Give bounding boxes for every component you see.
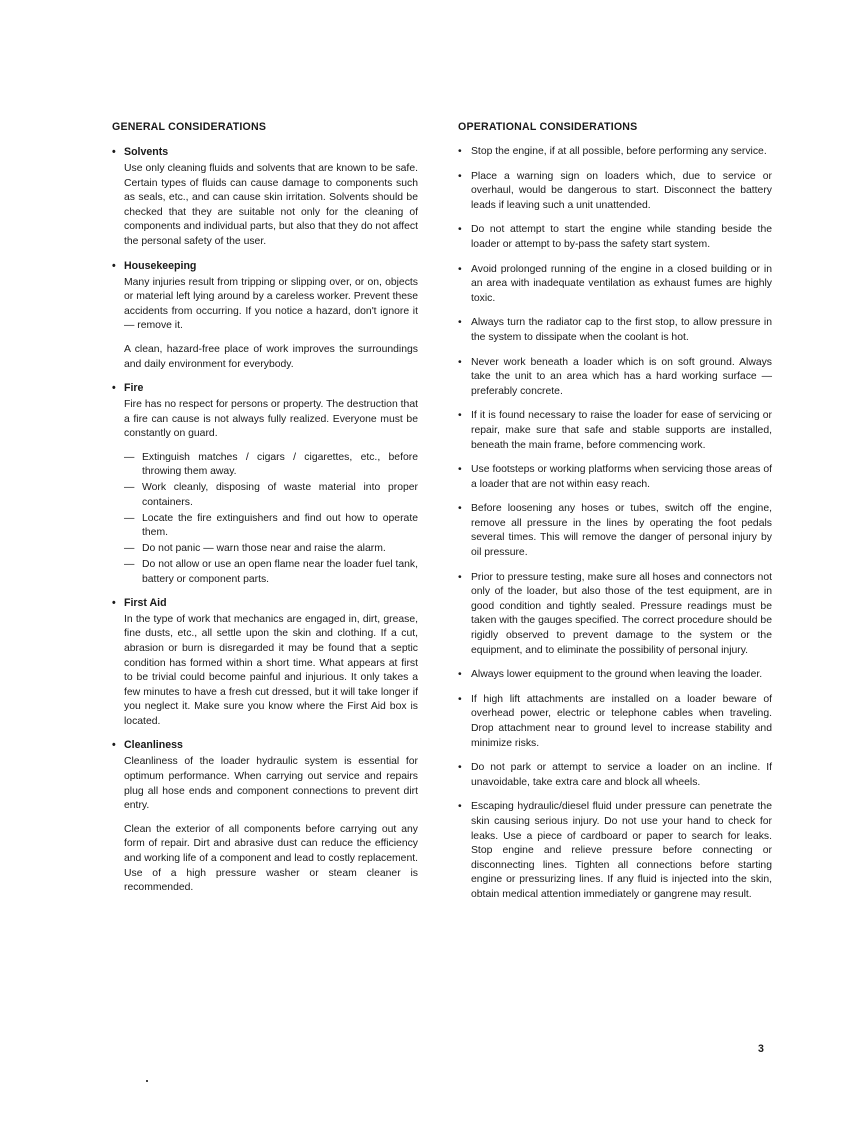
- bullet-icon: •: [458, 356, 462, 368]
- list-item: — Do not panic — warn those near and raise the alarm.: [124, 542, 418, 556]
- solvents-heading: [112, 145, 418, 159]
- list-item: — Do not allow or use an open flame near the loader fuel tank, battery or component parts.: [124, 558, 418, 586]
- list-item: • If it is found necessary to raise the loader for ease of servicing or repair, make sure that safe and stable supports are installed, beneath the main frame, before commencing work.: [458, 409, 772, 453]
- cleanliness-text-1: Cleanliness of the loader hydraulic system is essential for optimum performance. When carrying out service and repairs plug all hose ends and component connections to prevent dirt entry.: [124, 756, 418, 812]
- list-item: • Before loosening any hoses or tubes, switch off the engine, remove all pressure in the lines by operating the foot pedals several times. This will remove the danger of personal injury by oil pressure.: [458, 502, 772, 560]
- fire-precautions-list: [124, 451, 418, 587]
- list-item: • Do not attempt to start the engine while standing beside the loader or attempt to by-pass the safety start system.: [458, 223, 772, 252]
- first-aid-text: In the type of work that mechanics are engaged in, dirt, grease, fine dusts, etc., all settle upon the skin and clothing. If a cut, abrasion or burn is disregarded it may be found that a septic condition has formed within a short time. What appears at first to be trivial could become painful and injurious. It only takes a few minutes to have a fresh cut dressed, but it will take longer if you neglect it. Make sure you know where the First Aid box is located.: [124, 613, 418, 727]
- fire-section: [112, 381, 418, 587]
- bullet-icon: •: [458, 693, 462, 705]
- fire-heading: [112, 381, 418, 395]
- cleanliness-text-2: Clean the exterior of all components before carrying out any form of repair. Dirt and abrasive dust can reduce the efficiency and working life of a component and lead to costly replacement. Use of a high pressure washer or steam cleaner is recommended.: [124, 823, 418, 894]
- list-item: • Never work beneath a loader which is on soft ground. Always take the unit to an area which has a hard working surface — preferably concrete.: [458, 356, 772, 400]
- bullet-icon: •: [458, 170, 462, 182]
- list-item: • Do not park or attempt to service a loader on an incline. If unavoidable, take extra care and block all wheels.: [458, 761, 772, 790]
- bullet-icon: •: [112, 739, 116, 752]
- list-item: — Locate the fire extinguishers and find out how to operate them.: [124, 512, 418, 540]
- first-aid-heading: [112, 596, 418, 610]
- bullet-icon: •: [458, 317, 462, 329]
- operational-considerations-heading: OPERATIONAL CONSIDERATIONS: [458, 121, 638, 133]
- list-item: • Use footsteps or working platforms when servicing those areas of a loader that are not within easy reach.: [458, 463, 772, 492]
- list-item: • Escaping hydraulic/diesel fluid under pressure can penetrate the skin causing serious injury. Do not use your hand to check for leaks. Use a piece of cardboard or paper to search for leaks. Stop engine and relieve pressure before connecting or disconnecting lines. Tighten all connections before starting engine or pressurizing lines. If any fluid is injected into the skin, obtain medical attention immediately or gangrene may result.: [458, 800, 772, 902]
- solvents-title: Solvents: [124, 146, 169, 158]
- bullet-icon: •: [458, 571, 462, 583]
- general-considerations-heading: GENERAL CONSIDERATIONS: [112, 121, 267, 133]
- housekeeping-heading: [112, 259, 418, 273]
- housekeeping-text-2: A clean, hazard-free place of work improves the surroundings and daily environment for everybody.: [124, 343, 418, 370]
- housekeeping-title: Housekeeping: [124, 259, 197, 272]
- operational-list: [458, 145, 772, 903]
- bullet-icon: •: [458, 464, 462, 476]
- bullet-icon: •: [112, 596, 116, 609]
- first-aid-title: First Aid: [124, 596, 167, 609]
- list-item: • Avoid prolonged running of the engine in a closed building or in an area with inadequate ventilation as exhaust fumes are highly toxic.: [458, 263, 772, 307]
- general-considerations-column: [112, 120, 418, 905]
- dash-icon: —: [124, 559, 135, 571]
- list-item: • Stop the engine, if at all possible, before performing any service.: [458, 145, 772, 160]
- housekeeping-text-1: Many injuries result from tripping or slipping over, or on, objects or material left lying around by a careless worker. Prevent these accidents from occurring. If you notice a hazard, don't ignore it — remove it.: [124, 276, 418, 332]
- page-number: 3: [758, 1043, 764, 1055]
- dash-icon: —: [124, 451, 135, 463]
- list-item: — Extinguish matches / cigars / cigarettes, etc., before throwing them away.: [124, 451, 418, 479]
- cleanliness-title: Cleanliness: [124, 739, 183, 752]
- list-item: • Always turn the radiator cap to the first stop, to allow pressure in the system to dissipate when the coolant is hot.: [458, 316, 772, 345]
- bullet-icon: •: [458, 503, 462, 515]
- bullet-icon: •: [458, 146, 462, 157]
- operational-considerations-column: [458, 120, 772, 913]
- first-aid-section: [112, 596, 418, 730]
- bullet-icon: •: [458, 410, 462, 422]
- fire-title: Fire: [124, 382, 144, 395]
- bullet-icon: •: [112, 259, 116, 272]
- scan-speck: [146, 1080, 148, 1082]
- solvents-section: [112, 145, 418, 250]
- bullet-icon: •: [458, 224, 462, 236]
- dash-icon: —: [124, 512, 135, 524]
- bullet-icon: •: [458, 669, 462, 681]
- bullet-icon: •: [458, 801, 462, 813]
- list-item: — Work cleanly, disposing of waste material into proper containers.: [124, 481, 418, 509]
- bullet-icon: •: [458, 762, 462, 774]
- fire-text: Fire has no respect for persons or property. The destruction that a fire can cause is not always fully realized. Everyone must be constantly on guard.: [124, 399, 418, 440]
- list-item: • If high lift attachments are installed on a loader beware of overhead power, electric or telephone cables when traveling. Drop attachment near to ground level to increase stability and minimize risks.: [458, 693, 772, 751]
- list-item: • Prior to pressure testing, make sure all hoses and connectors not only of the loader, but also those of the test equipment, are in good condition and tightly sealed. Pressure readings must be taken with the gauges specified. The correct procedure should be rigidly observed to prevent damage to the system or the equipment, and to eliminate the possibility of personal injury.: [458, 571, 772, 659]
- solvents-text: Use only cleaning fluids and solvents that are known to be safe. Certain types of fluids can cause damage to components such as seals, etc., and can cause skin irritation. Solvents should be checked that they are suitable not only for the cleaning of components and individual parts, but also that they do not affect the personal safety of the user.: [124, 163, 418, 247]
- dash-icon: —: [124, 482, 135, 494]
- list-item: • Place a warning sign on loaders which, due to service or overhaul, would be dangerous to start. Disconnect the battery leads if leaving such a unit unattended.: [458, 170, 772, 214]
- housekeeping-section: [112, 259, 418, 373]
- cleanliness-heading: [112, 738, 418, 752]
- dash-icon: —: [124, 543, 135, 555]
- cleanliness-section: [112, 738, 418, 895]
- bullet-icon: •: [112, 146, 116, 158]
- bullet-icon: •: [112, 382, 116, 395]
- list-item: • Always lower equipment to the ground when leaving the loader.: [458, 668, 772, 683]
- bullet-icon: •: [458, 263, 462, 275]
